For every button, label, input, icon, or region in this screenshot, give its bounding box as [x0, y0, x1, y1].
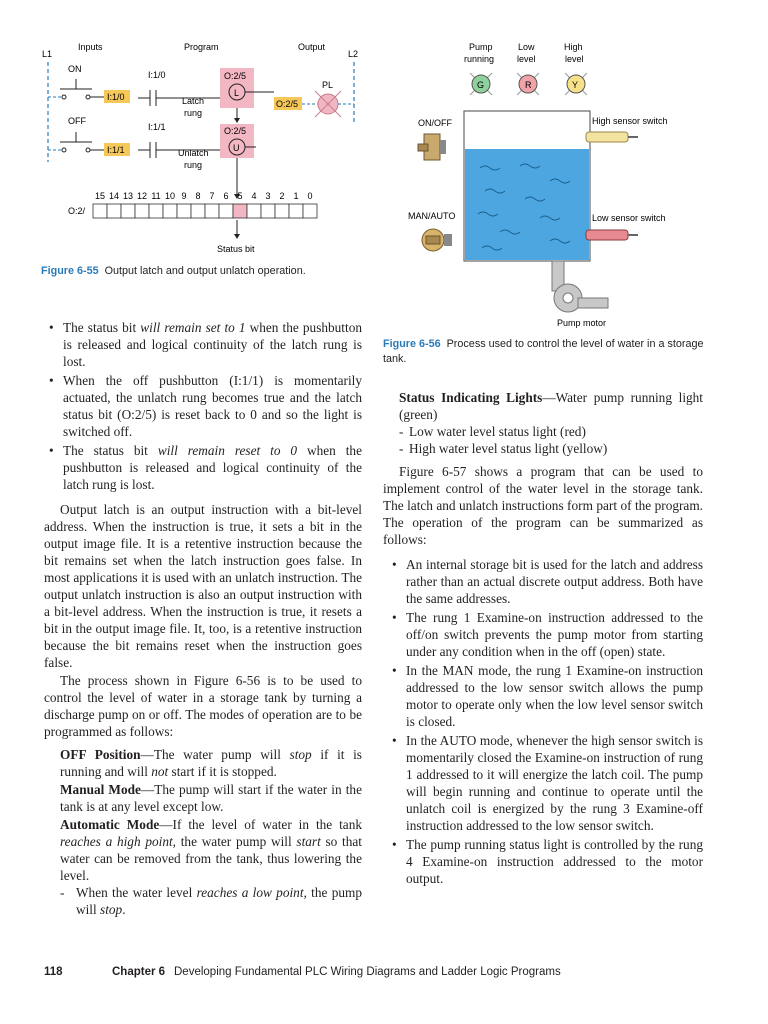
- unlatch-coil-address: O:2/5: [224, 126, 247, 136]
- word-address: O:2/: [68, 206, 86, 216]
- status-lights-heading: Status Indicating Lights—Water pump running light (green): [399, 390, 704, 422]
- bit-register: [93, 204, 317, 218]
- bit-cell-13: [121, 204, 135, 218]
- latch-rung-label-1: Latch: [182, 96, 205, 106]
- footer-title: Developing Fundamental PLC Wiring Diagrams and Ladder Logic Programs: [174, 966, 561, 978]
- bit-cell-14: [107, 204, 121, 218]
- high-level-label-1: High: [564, 42, 583, 52]
- figure-6-55-diagram: [30, 36, 375, 261]
- bit-cell-7: [205, 204, 219, 218]
- bit-cell-0: [303, 204, 317, 218]
- mode-off: OFF Position—The water pump will stop if it is running and will not start if it is stopped.: [60, 747, 362, 779]
- l2-label: L2: [348, 49, 359, 59]
- bit-number-15: 15: [94, 191, 106, 201]
- figure-6-55-caption: [41, 264, 381, 279]
- manauto-label: MAN/AUTO: [408, 211, 456, 221]
- high-sensor-switch-icon: [586, 132, 638, 142]
- paragraph-figure-6-57: Figure 6-57 shows a program that can be used to implement control of the water level in the storage tank. The latch and unlatch instructions form part of the program. The operation of the program can be summarized as follows:: [383, 464, 703, 547]
- bullet-auto-mode: • In the AUTO mode, whenever the high sensor switch is momentarily closed the Examine-on instruction of rung 1 addressed to it will energize the latch coil. The pump will begin running and continue to operate until the unlatch coil is energized by the rung 3 Examine-off instruction addressed to the low sensor switch.: [387, 732, 703, 834]
- low-level-label-1: Low: [518, 42, 535, 52]
- bit-cell-10: [163, 204, 177, 218]
- bit-cell-6: [219, 204, 233, 218]
- latch-rung-label-2: rung: [184, 108, 203, 118]
- bullet-off-pushbutton: • When the off pushbutton (I:1/1) is momentarily actuated, the unlatch rung becomes true and the latch status bit (O:2/5) is reset back to 0 and so the light is switched off.: [44, 372, 362, 440]
- bullet-unlatch-retain: • The status bit will remain reset to 0 when the pushbutton is released and logical continuity of the latch rung is lost.: [44, 442, 362, 493]
- bit-number-6: 6: [223, 191, 229, 201]
- bit-cell-15: [93, 204, 107, 218]
- figure-6-56-caption: [383, 337, 728, 367]
- mode-manual: Manual Mode—The pump will start if the water in the tank is at any level except low.: [60, 782, 362, 814]
- figure-6-56-number: Figure 6-56: [383, 338, 441, 350]
- bit-cell-9: [177, 204, 191, 218]
- high-sensor-label: High sensor switch: [592, 116, 668, 126]
- bit-cell-11: [149, 204, 163, 218]
- bit-number-2: 2: [279, 191, 285, 201]
- figure-6-55-number: Figure 6-55: [41, 265, 99, 277]
- bit-cell-2: [275, 204, 289, 218]
- modes-list: [44, 746, 362, 918]
- yellow-light-letter: Y: [572, 80, 579, 90]
- latch-xic-address: I:1/0: [148, 70, 166, 80]
- red-light-letter: R: [525, 80, 532, 90]
- bit-number-10: 10: [164, 191, 176, 201]
- status-bit-label: Status bit: [217, 244, 255, 254]
- onoff-label: ON/OFF: [418, 118, 452, 128]
- pump-running-label-1: Pump: [469, 42, 493, 52]
- bit-cell-12: [135, 204, 149, 218]
- bullet-man-mode: • In the MAN mode, the rung 1 Examine-on instruction addressed to the low sensor switch allows the pump motor to operate only when the low level sensor switch is closed.: [387, 662, 703, 730]
- bit-number-9: 9: [181, 191, 187, 201]
- unlatch-rung-label-1: Unlatch: [178, 148, 209, 158]
- bullet-rung1-offon: • The rung 1 Examine-on instruction addressed to the off/on switch prevents the pump motor from starting under any condition when in the off (open) state.: [387, 609, 703, 660]
- l1-label: L1: [42, 49, 53, 59]
- bit-numbers: [95, 191, 313, 201]
- page-number: 118: [44, 966, 63, 978]
- bit-number-12: 12: [136, 191, 148, 201]
- bit-number-3: 3: [265, 191, 271, 201]
- bit-number-7: 7: [209, 191, 215, 201]
- pump-running-label-2: running: [464, 54, 495, 64]
- low-level-label-2: level: [517, 54, 536, 64]
- green-light-letter: G: [477, 80, 485, 90]
- bit-cell-4: [247, 204, 261, 218]
- unlatch-xic-address: I:1/1: [148, 122, 166, 132]
- left-column: [44, 319, 362, 918]
- bit-cell-8: [191, 204, 205, 218]
- program-bullets: [383, 556, 703, 887]
- bit-number-14: 14: [108, 191, 120, 201]
- high-level-label-2: level: [565, 54, 584, 64]
- o25-output-text: O:2/5: [276, 99, 299, 109]
- figure-6-56-text: Process used to control the level of water in a storage tank.: [383, 338, 704, 365]
- bit-number-1: 1: [293, 191, 299, 201]
- latch-coil-address: O:2/5: [224, 71, 247, 81]
- status-bullets: [44, 319, 362, 493]
- paragraph-output-latch: Output latch is an output instruction with a bit-level address. When the instruction is true, it sets a bit in the output image file. It is a retentive instruction because the bit remains set when the latch instruction goes false. In most applications it is used with an unlatch instruction. The output unlatch instruction is also an output instruction with a bit-level address. When the instruction is true, it resets a bit in the output image file. It, too, is a retentive instruction because the bit remains reset when the instruction goes false.: [44, 502, 362, 670]
- status-light-high: - High water level status light (yellow): [399, 440, 703, 457]
- mode-auto-low-point: - When the water level reaches a low point, the pump will stop.: [60, 884, 362, 918]
- pump-motor-label: Pump motor: [557, 318, 607, 328]
- program-label: Program: [184, 42, 219, 52]
- bullet-latch-retain: • The status bit will remain set to 1 when the pushbutton is released and logical continuity of the latch rung is lost.: [44, 319, 362, 370]
- i10-input-text: I:1/0: [107, 92, 125, 102]
- bit-number-8: 8: [195, 191, 201, 201]
- figure-6-55-text: Output latch and output unlatch operation.: [104, 265, 306, 277]
- mode-automatic: Automatic Mode—If the level of water in the tank reaches a high point, the water pump will start so that water can be removed from the tank, thus lowering the level.: [60, 817, 362, 883]
- inputs-label: Inputs: [78, 42, 103, 52]
- on-label: ON: [68, 64, 82, 74]
- bit-cell-3: [261, 204, 275, 218]
- latch-coil-letter: L: [234, 88, 240, 98]
- low-sensor-switch-icon: [586, 230, 638, 240]
- bit-number-0: 0: [307, 191, 313, 201]
- bullet-internal-bit: • An internal storage bit is used for the latch and address rather than an actual discrete output address. Both have the same addresses.: [387, 556, 703, 607]
- right-column: [383, 389, 703, 889]
- paragraph-process: The process shown in Figure 6-56 is to be used to control the level of water in a storage tank by turning a discharge pump on or off. The modes of operation are to be programmed as follows:: [44, 673, 362, 739]
- footer-chapter: Chapter 6: [112, 966, 166, 978]
- pilot-light-label: PL: [322, 80, 334, 90]
- off-label: OFF: [68, 116, 86, 126]
- bit-cell-5: [233, 204, 247, 218]
- status-light-low: - Low water level status light (red): [399, 423, 703, 440]
- i11-input-text: I:1/1: [107, 145, 125, 155]
- bullet-pump-light: • The pump running status light is controlled by the rung 4 Examine-on instruction addressed to the motor output.: [387, 836, 703, 887]
- bit-cell-1: [289, 204, 303, 218]
- output-label: Output: [298, 42, 326, 52]
- low-sensor-label: Low sensor switch: [592, 213, 666, 223]
- onoff-switch-icon: [418, 134, 446, 160]
- pump-motor-icon: [552, 261, 608, 312]
- bit-number-13: 13: [122, 191, 134, 201]
- status-lights-block: [383, 389, 703, 457]
- manauto-switch-icon: [422, 229, 452, 251]
- unlatch-rung-label-2: rung: [184, 160, 203, 170]
- bit-number-11: 11: [151, 191, 161, 201]
- unlatch-coil-letter: U: [233, 143, 240, 153]
- bit-number-4: 4: [251, 191, 257, 201]
- figure-6-56-diagram: [400, 36, 735, 334]
- bit-number-5: 5: [237, 191, 243, 201]
